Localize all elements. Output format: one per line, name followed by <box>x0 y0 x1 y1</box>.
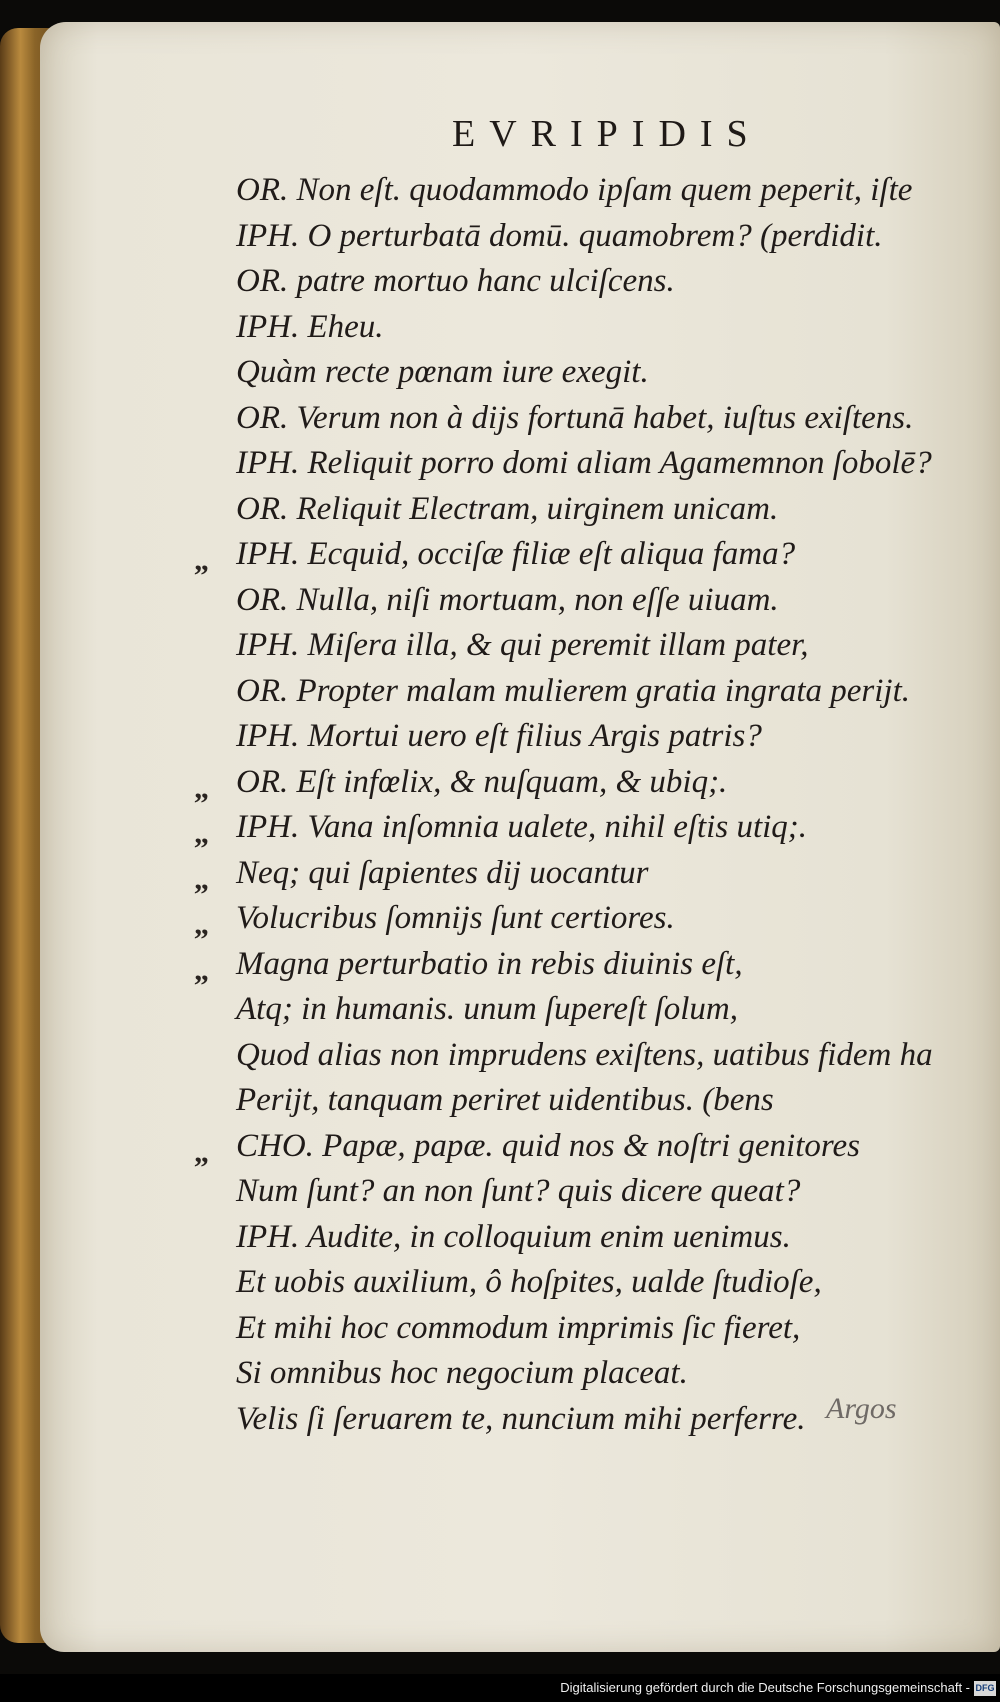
line-text: IPH. Miſera illa, & qui peremit illam pater, <box>236 627 809 663</box>
line-text: Quàm recte pœnam iure exegit. <box>236 354 649 390</box>
line-text: IPH. Audite, in colloquium enim uenimus. <box>236 1218 791 1255</box>
text-line <box>236 305 956 351</box>
text-line <box>194 851 956 897</box>
text-line <box>194 532 956 578</box>
line-text: Et mihi hoc commodum imprimis ſic fieret, <box>236 1309 801 1346</box>
quotation-marker: „ <box>194 771 210 805</box>
text-line <box>236 168 956 214</box>
quotation-marker: „ <box>194 1135 210 1169</box>
verse-text-block <box>194 168 956 1442</box>
digitization-credit: Digitalisierung gefördert durch die Deutsche Forschungsgemeinschaft - <box>560 1680 970 1695</box>
line-text: OR. Reliquit Electram, uirginem unicam. <box>236 490 779 527</box>
line-text: IPH. Vana inſomnia ualete, nihil eſtis utiq;. <box>236 809 808 845</box>
text-line <box>236 1169 956 1215</box>
text-line <box>194 805 956 851</box>
quotation-marker: „ <box>194 544 210 577</box>
line-text: OR. Propter malam mulierem gratia ingrata periјt. <box>236 672 911 709</box>
text-line <box>236 441 956 487</box>
footer-bar <box>0 1674 1000 1702</box>
line-text: Atq; in humanis. unum ſupereſt ſolum, <box>236 991 738 1027</box>
line-text: Si omnibus hoc negocium placeat. <box>236 1355 688 1391</box>
line-text: OR. patre mortuo hanc ulciſcens. <box>236 263 675 299</box>
line-text: IPH. Ecquid, occiſæ filiæ eſt aliqua fama? <box>236 536 796 572</box>
text-line <box>194 760 956 806</box>
line-text: Num ſunt? an non ſunt? quis dicere queat? <box>236 1173 801 1209</box>
text-line <box>236 623 956 669</box>
catchword: Argos <box>826 1392 897 1425</box>
line-text: OR. Nulla, niſi mortuam, non eſſe uiuam. <box>236 581 779 618</box>
line-text: OR. Non eſt. quodammodo ipſam quem peperit, iſte <box>236 172 913 208</box>
quotation-marker: „ <box>194 908 210 941</box>
quotation-marker: „ <box>194 817 210 850</box>
text-line <box>236 1215 956 1261</box>
text-line <box>236 396 956 442</box>
text-line <box>236 669 956 715</box>
line-text: CHO. Papæ, papæ. quid nos & noſtri genitores <box>236 1127 860 1164</box>
line-text: Velis ſi ſeruarem te, nuncium mihi perferre. <box>236 1400 806 1437</box>
text-line <box>194 896 956 942</box>
quotation-marker: „ <box>194 862 210 896</box>
quotation-marker: „ <box>194 953 210 987</box>
line-text: OR. Eſt infœlix, & nuſquam, & ubiq;. <box>236 763 728 800</box>
line-text: Quod alias non imprudens exiſtens, uatibus fidem ha <box>236 1036 933 1073</box>
text-line <box>236 1033 956 1079</box>
text-line <box>194 942 956 988</box>
line-text: Volucribus ſomnijs ſunt certiores. <box>236 900 675 936</box>
line-text: IPH. Mortui uero eſt filius Argis patris? <box>236 718 762 754</box>
text-line <box>236 259 956 305</box>
line-text: IPH. O perturbatā domū. quamobrem? (perdidit. <box>236 217 883 254</box>
line-text: Magna perturbatio in rebis diuinis eſt, <box>236 945 743 982</box>
line-text: Neq; qui ſapientes dij uocantur <box>236 854 649 891</box>
line-text: Perijt, tanquam periret uidentibus. (bens <box>236 1082 774 1118</box>
running-head: EVRIPIDIS <box>452 113 762 155</box>
text-line <box>236 1078 956 1124</box>
line-text: Et uobis auxilium, ô hoſpites, ualde ſtudioſe, <box>236 1264 822 1300</box>
text-line <box>236 714 956 760</box>
text-line <box>236 487 956 533</box>
facing-page-edge <box>960 70 1000 1470</box>
text-line <box>194 1124 956 1170</box>
text-line <box>236 214 956 260</box>
line-text: IPH. Eheu. <box>236 308 384 345</box>
text-line <box>236 1260 956 1306</box>
line-text: IPH. Reliquit porro domi aliam Agamemnon ſobolē? <box>236 445 932 481</box>
text-line <box>236 578 956 624</box>
text-line <box>236 1306 956 1352</box>
text-line <box>236 350 956 396</box>
dfg-logo-icon: DFG <box>974 1681 996 1696</box>
text-line <box>236 987 956 1033</box>
line-text: OR. Verum non à dijs fortunā habet, iuſtus exiſtens. <box>236 399 914 436</box>
text-line <box>236 1351 956 1397</box>
